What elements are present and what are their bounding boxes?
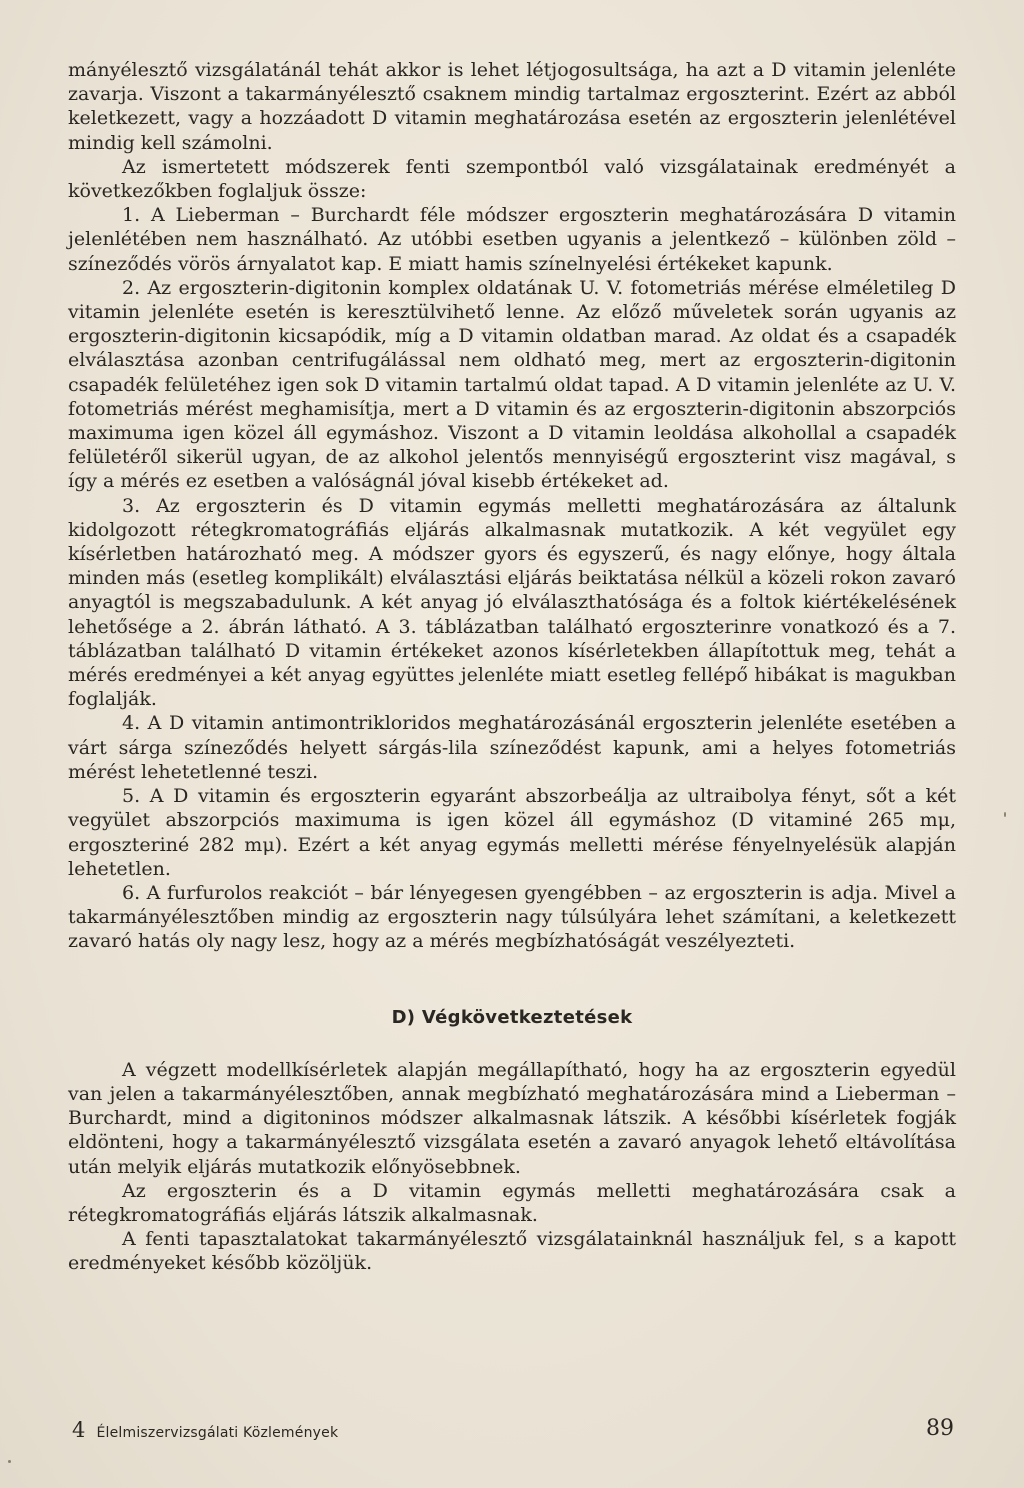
paragraph-point-4: 4. A D vitamin antimontrikloridos meghatározásánál ergoszterin jelenléte esetében a várt sárga színeződés helyett sárgás-lila színeződést kapunk, ami a helyes fotometriás mérést lehetetlenné teszi.: [68, 712, 956, 783]
paragraph-point-3: 3. Az ergoszterin és D vitamin egymás melletti meghatározására az általunk kidolgozott rétegkromatográfiás eljárás alkalmasnak mutatkozik. A két vegyület egy kísérletben határozható meg. A módszer gyors és egyszerű, és nagy előnye, hogy általa minden más (esetleg komplikált) elválasztási eljárás beiktatása nélkül a közeli rokon zavaró anyagtól is megszabadulunk. A két anyag jó elválaszthatósága és a foltok kiértékelésének lehetősége a 2. ábrán látható. A 3. táblázatban található ergoszterinre vonatkozó és a 7. táblázatban található D vitamin értékeket azonos kísérletekben állapítottuk meg, tehát a mérés eredményei a két anyag együttes jelenléte miatt esetleg fellépő hibákat is magukban foglalják.: [68, 494, 956, 711]
paper-speck: [8, 1460, 11, 1463]
paper-speck: [1004, 812, 1006, 817]
journal-title: Élelmiszervizsgálati Közlemények: [96, 1425, 339, 1441]
conclusion-paragraph-3: A fenti tapasztalatokat takarmányélesztő vizsgálatainknál használjuk fel, s a kapott eredményeket később közöljük.: [68, 1228, 956, 1275]
page-number: 89: [926, 1416, 954, 1441]
paragraph-point-5: 5. A D vitamin és ergoszterin egyaránt abszorbeálja az ultraibolya fényt, sőt a két vegyület abszorpciós maximuma is igen közel áll egymáshoz (D vitaminé 265 mμ, ergoszteriné 282 mμ). Ezért a két anyag egymás melletti mérése fényelnyelésük alapján lehetetlen.: [68, 785, 956, 880]
paragraph-point-1: 1. A Lieberman – Burchardt féle módszer ergoszterin meghatározására D vitamin jelenlétében nem használható. Az utóbbi esetben ugyanis a jelentkező – különben zöld – színeződés vörös árnyalatot kap. E miatt hamis színelnyelési értékeket kapunk.: [68, 204, 956, 275]
paragraph-point-6: 6. A furfurolos reakciót – bár lényegesen gyengébben – az ergoszterin is adja. Mivel a takarmányélesztőben mindig az ergoszterin nagy túlsúlyára lehet számítani, a keletkezett zavaró hatás oly nagy lesz, hogy az a mérés megbízhatóságát veszélyezteti.: [68, 881, 956, 953]
conclusion-paragraph-1: A végzett modellkísérletek alapján megállapítható, hogy ha az ergoszterin egyedül van jelen a takarmányélesztőben, annak megbízható meghatározására mind a Lieberman – Burchardt, mind a digitoninos módszer alkalmasnak látszik. A későbbi kísérletek fogják eldönteni, hogy a takarmányélesztő vizsgálata esetén a zavaró anyagok lehető eltávolítása után melyik eljárás mutatkozik előnyösebbnek.: [68, 1058, 956, 1178]
body-text: [68, 58, 956, 1276]
paragraph-point-2: 2. Az ergoszterin-digitonin komplex oldatának U. V. fotometriás mérése elméletileg D vitamin jelenléte esetén is keresztülvihető lenne. Az előző műveletek során ugyanis az ergoszterin-digitonin kicsapódik, míg a D vitamin oldatban marad. Az oldat és a csapadék elválasztása azonban centrifugálással nem oldható meg, mert az ergoszterin-digitonin csapadék felületéhez igen sok D vitamin tartalmú oldat tapad. A D vitamin jelenléte az U. V. fotometriás mérést meghamisítja, mert a D vitamin és az ergoszterin-digitonin abszorpciós maximuma igen közel áll egymáshoz. Viszont a D vitamin leoldása alkohollal a csapadék felületéről sikerül ugyan, de az alkohol jelentős mennyiségű ergoszterint visz magával, s így a mérés ez esetben a valóságnál jóval kisebb értékeket ad.: [68, 276, 956, 493]
signature-number: 4: [72, 1418, 86, 1442]
section-heading: D) Végkövetkeztetések: [391, 1006, 633, 1028]
page-footer: [72, 1418, 954, 1442]
paragraph-continuation: mányélesztő vizsgálatánál tehát akkor is lehet létjogosultsága, ha azt a D vitamin jelenléte zavarja. Viszont a takarmányélesztő csaknem mindig tartalmaz ergoszterint. Ezért az abból keletkezett, vagy a hozzáadott D vitamin meghatározása esetén az ergoszterin jelenlétével mindig kell számolni.: [68, 59, 956, 154]
paragraph-summary-intro: Az ismertetett módszerek fenti szempontból való vizsgálatainak eredményét a következőkben foglaljuk össze:: [68, 155, 956, 203]
conclusion-paragraph-2: Az ergoszterin és a D vitamin egymás melletti meghatározására csak a rétegkromatográfiás eljárás látszik alkalmasnak.: [68, 1179, 956, 1226]
